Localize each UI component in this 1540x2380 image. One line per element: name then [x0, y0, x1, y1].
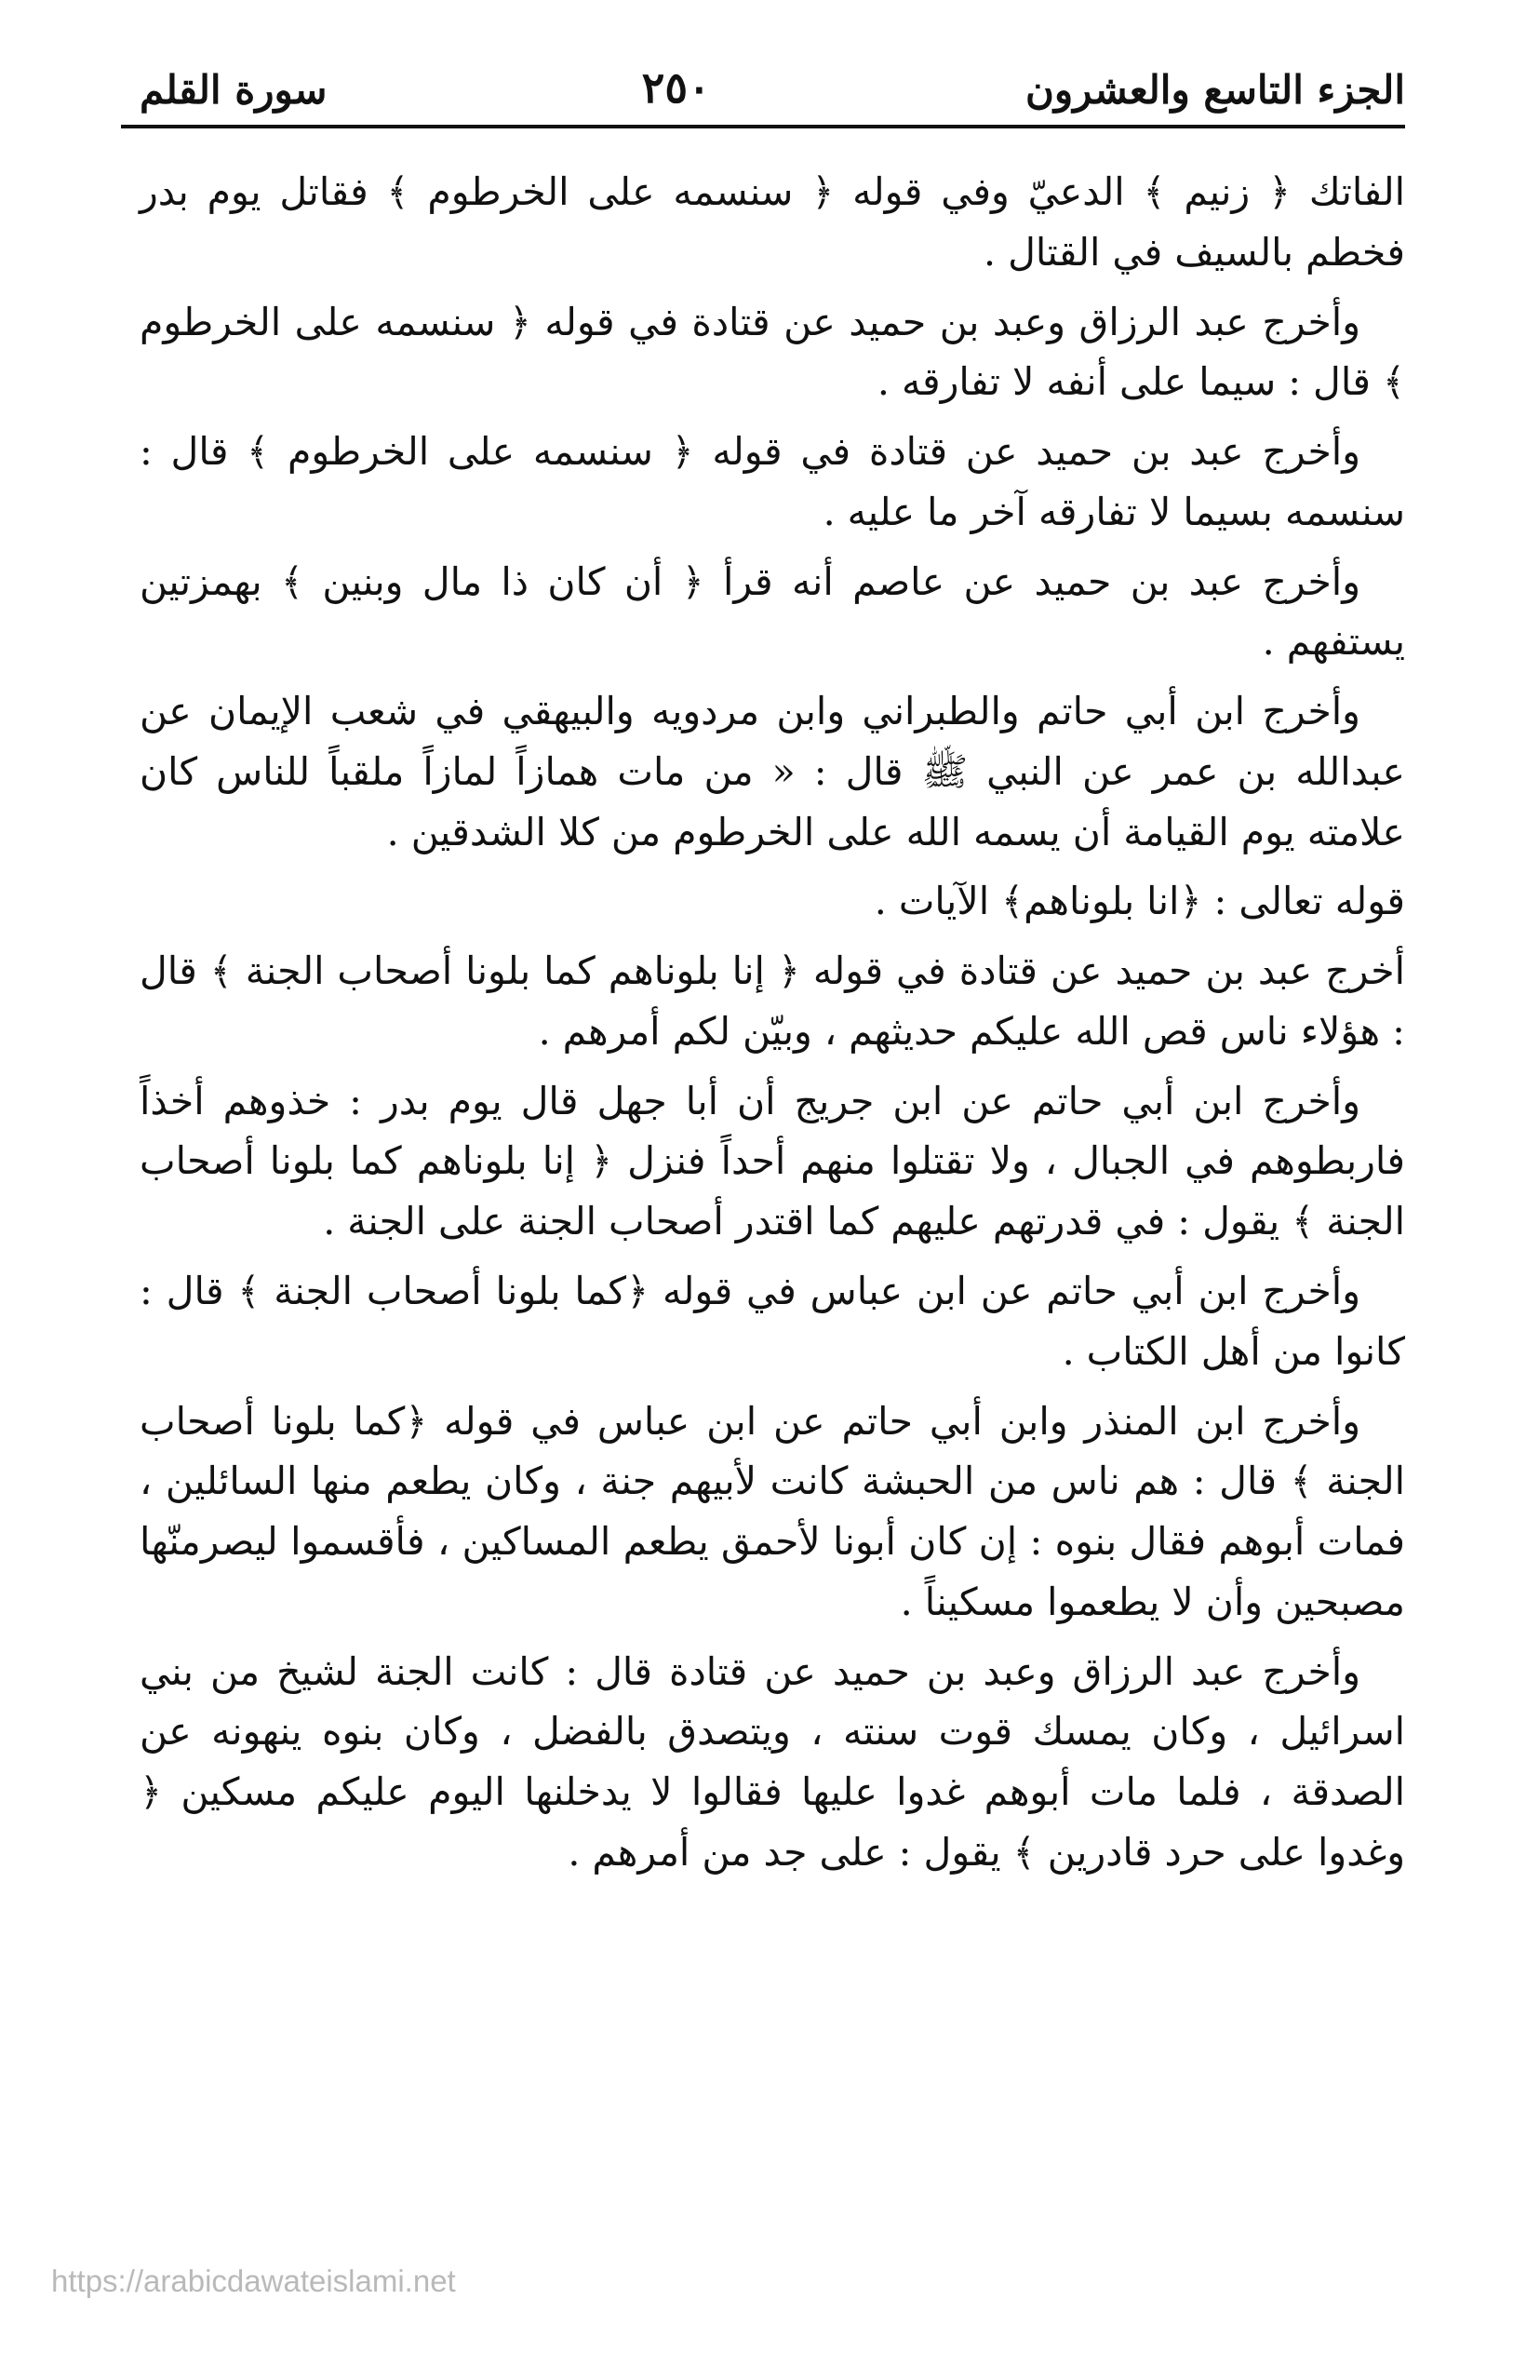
paragraph-1: الفاتك ﴿ زنيم ﴾ الدعيّ وفي قوله ﴿ سنسمه على الخرطوم ﴾ فقاتل يوم بدر فخطم بالسيف في القتال . [140, 169, 1405, 275]
header-rule [140, 125, 1405, 136]
paragraph-9: وأخرج ابن أبي حاتم عن ابن عباس في قوله ﴿كما بلونا أصحاب الجنة ﴾ قال : كانوا من أهل الكتاب . [140, 1269, 1405, 1374]
paragraph-8: وأخرج ابن أبي حاتم عن ابن جريج أن أبا جهل قال يوم بدر : خذوهم أخذاً فاربطوهم في الجبال ، ولا تقتلوا منهم أحداً فنزل ﴿ إنا بلوناهم كما بلونا أصحاب الجنة ﴾ يقول : في قدرتهم عليهم كما اقتدر أصحاب الجنة على الجنة . [140, 1078, 1405, 1244]
surah-title: سورة القلم [140, 66, 328, 113]
paragraph-2: وأخرج عبد الرزاق وعبد بن حميد عن قتادة في قوله ﴿ سنسمه على الخرطوم ﴾ قال : سيما على أنفه لا تفارقه . [140, 299, 1405, 405]
paragraph-11: وأخرج عبد الرزاق وعبد بن حميد عن قتادة قال : كانت الجنة لشيخ من بني اسرائيل ، وكان يمسك قوت سنته ، ويتصدق بالفضل ، وكان بنوه ينهونه عن الصدقة ، فلما مات أبوهم غدوا عليها فقالوا لا يدخلنها اليوم عليكم مسكين ﴿ وغدوا على حرد قادرين ﴾ يقول : على جد من أمرهم . [140, 1648, 1405, 1875]
paragraph-4: وأخرج عبد بن حميد عن عاصم أنه قرأ ﴿ أن كان ذا مال وبنين ﴾ بهمزتين يستفهم . [140, 558, 1405, 665]
juz-title: الجزء التاسع والعشرون [1024, 66, 1405, 113]
paragraph-7: أخرج عبد بن حميد عن قتادة في قوله ﴿ إنا بلوناهم كما بلونا أصحاب الجنة ﴾ قال : هؤلاء ناس قص الله عليكم حديثهم ، وبيّن لكم أمرهم . [140, 948, 1405, 1054]
page-body [140, 162, 1405, 1883]
page-header [140, 37, 1405, 112]
paragraph-6: قوله تعالى : ﴿انا بلوناهم﴾ الآيات . [874, 879, 1405, 924]
paragraph-10: وأخرج ابن المنذر وابن أبي حاتم عن ابن عباس في قوله ﴿كما بلونا أصحاب الجنة ﴾ قال : هم ناس من الحبشة كانت لأبيهم جنة ، وكان يطعم منها السائلين ، فمات أبوهم فقال بنوه : إن كان أبونا لأحمق يطعم المساكين ، فأقسموا ليصرمنّها مصبحين وأن لا يطعموا مسكيناً . [140, 1398, 1405, 1624]
book-page [140, 37, 1405, 2252]
page-number: ٢٥٠ [641, 62, 711, 114]
paragraph-3: وأخرج عبد بن حميد عن قتادة في قوله ﴿ سنسمه على الخرطوم ﴾ قال : سنسمه بسيما لا تفارقه آخر ما عليه . [140, 429, 1405, 534]
header-rule-line [121, 125, 1405, 128]
watermark-url: https://arabicdawateislami.net [51, 2264, 456, 2298]
paragraph-5: وأخرج ابن أبي حاتم والطبراني وابن مردويه والبيهقي في شعب الإيمان عن عبدالله بن عمر عن النبي ﷺ قال : « من مات همازاً لمازاً ملقباً للناس كان علامته يوم القيامة أن يسمه الله على الخرطوم من كلا الشدقين . [140, 689, 1405, 854]
header-rule-mark [140, 125, 214, 128]
